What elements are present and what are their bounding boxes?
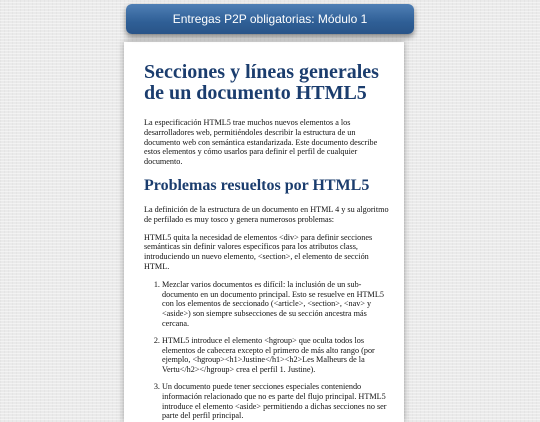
section-heading: Problemas resueltos por HTML5 — [144, 176, 370, 194]
document-content — [124, 42, 404, 421]
list-item: 1. Mezclar varios documentos es difícil: la inclusión de un sub-documento en un documento principal. Esto se resuelve en HTML5 con los elementos de seccionado (<article>, <section>, <nav> y <aside>) son siempre subsecciones de su sección ancestra más cercana. — [162, 280, 390, 329]
paragraph-problems: La definición de la estructura de un documento en HTML 4 y su algoritmo de perfilado es muy tosco y genera numerosos problemas: — [144, 204, 389, 224]
banner-title: Entregas P2P obligatorias: Módulo 1 — [172, 12, 368, 26]
paragraph-section-element: HTML5 quita la necesidad de elementos <div> para definir secciones semánticas sin definir valores específicos para los atributos class, introduciendo un nuevo elemento, <section>, el elemento de sección HTML. — [144, 232, 373, 271]
problems-list — [144, 280, 390, 421]
document-page — [124, 42, 404, 422]
document-title: Secciones y líneas generales de un documento HTML5 — [144, 61, 379, 104]
list-item: 3. Un documento puede tener secciones especiales conteniendo información relacionado que no es parte del flujo principal. HTML5 introduce el elemento <aside> permitiendo a dichas secciones no ser parte del perfil principal. — [162, 382, 390, 421]
page-banner — [126, 4, 414, 34]
intro-paragraph: La especificación HTML5 trae muchos nuevos elementos a los desarrolladores web, permitiéndoles describir la estructura de un documento web con semántica estandarizada. Este documento describe estos elementos y cómo usarlos para definir el perfil de cualquier documento. — [144, 118, 378, 167]
list-item: 2. HTML5 introduce el elemento <hgroup> que oculta todos los elementos de cabecera excepto el primero de más alto rango (por ejemplo, <hgroup><h1>Justine</h1><h2>Les Malheurs de la Vertu</h2></hgroup> crea el perfil 1. Justine). — [162, 336, 390, 375]
